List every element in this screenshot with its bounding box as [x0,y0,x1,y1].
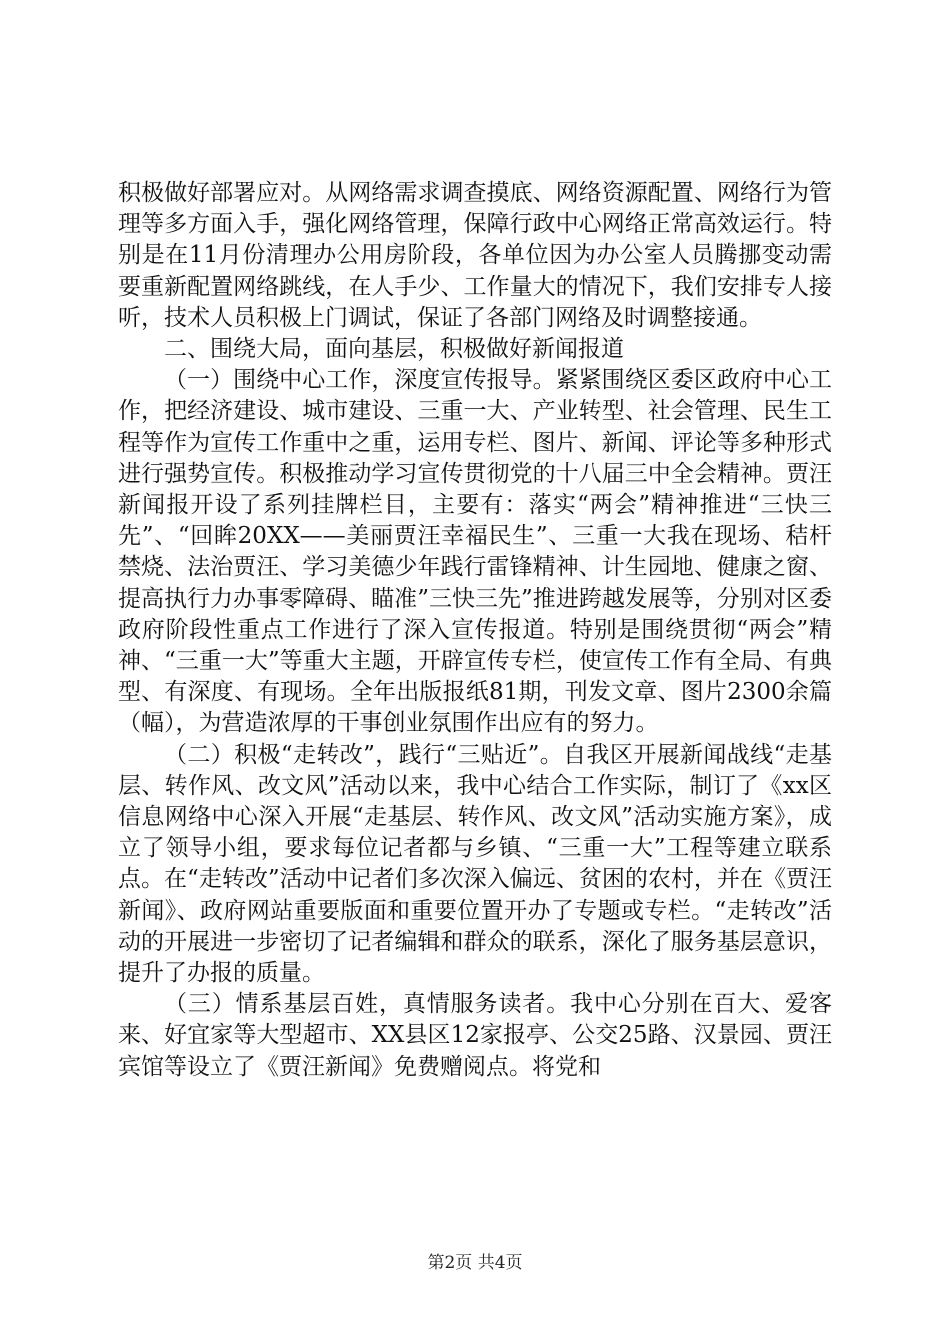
paragraph-serve-readers: （三）情系基层百姓，真情服务读者。我中心分别在百大、爱客来、好宜家等大型超市、XX县区12家报亭、公交25路、汉景园、贾汪宾馆等设立了《贾汪新闻》免费赠阅点。将党和 [118,991,832,1080]
document-body [118,178,832,1083]
paragraph-network-management: 积极做好部署应对。从网络需求调查摸底、网络资源配置、网络行为管理等多方面入手，强化网络管理，保障行政中心网络正常高效运行。特别是在11月份清理办公用房阶段，各单位因为办公室人员腾挪变动需要重新配置网络跳线，在人手少、工作量大的情况下，我们安排专人接听，技术人员积极上门调试，保证了各部门网络及时调整接通。 [118,180,832,331]
section-heading-news-reporting: 二、围绕大局，面向基层，积极做好新闻报道 [164,336,624,363]
page-footer: 第2页 共4页 [427,1253,523,1273]
paragraph-central-work-reporting: （一）围绕中心工作，深度宣传报导。紧紧围绕区委区政府中心工作，把经济建设、城市建设、三重一大、产业转型、社会管理、民生工程等作为宣传工作重中之重，运用专栏、图片、新闻、评论等多种形式进行强势宣传。积极推动学习宣传贯彻党的十八届三中全会精神。贾汪新闻报开设了系列挂牌栏目，主要有：落实“两会”精神推进“三快三先”、“回眸20XX——美丽贾汪幸福民生”、三重一大我在现场、秸杆禁烧、法治贾汪、学习美德少年践行雷锋精神、计生园地、健康之窗、提高执行力办事零障碍、瞄准”三快三先”推进跨越发展等，分别对区委政府阶段性重点工作进行了深入宣传报道。特别是围绕贯彻“两会”精神、“三重一大”等重大主题，开辟宣传专栏，使宣传工作有全局、有典型、有深度、有现场。全年出版报纸81期，刊发文章、图片2300余篇（幅），为营造浓厚的干事创业氛围作出应有的努力。 [118,367,832,737]
paragraph-zouzhuangai: （二）积极“走转改”，践行“三贴近”。自我区开展新闻战线“走基层、转作风、改文风”活动以来，我中心结合工作实际，制订了《xx区信息网络中心深入开展“走基层、转作风、改文风”活动实施方案》，成立了领导小组，要求每位记者都与乡镇、“三重一大”工程等建立联系点。在“走转改”活动中记者们多次深入偏远、贫困的农村，并在《贾汪新闻》、政府网站重要版面和重要位置开办了专题或专栏。“走转改”活动的开展进一步密切了记者编辑和群众的联系，深化了服务基层意识，提升了办报的质量。 [118,741,832,987]
